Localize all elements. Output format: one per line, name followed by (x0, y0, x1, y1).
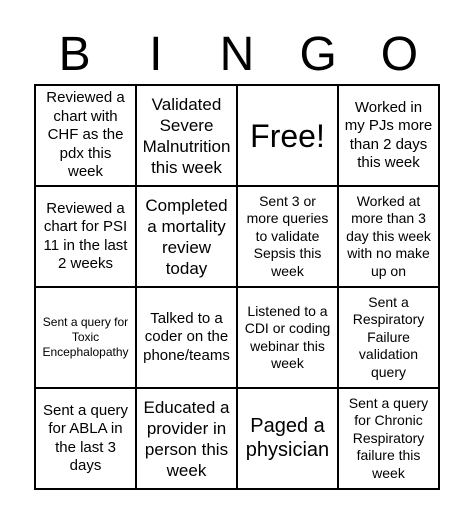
bingo-cell-text: Reviewed a chart with CHF as the pdx this week (46, 89, 125, 181)
bingo-cell-text: Validated Severe Malnutrition this week (142, 94, 231, 177)
bingo-cell-text: Sent a Respiratory Failure validation query (352, 293, 425, 380)
bingo-cell-text: Sent a query for ABLA in the last 3 days (42, 401, 129, 474)
bingo-cell[interactable] (35, 388, 136, 489)
bingo-cell-text: Completed a mortality review today (145, 195, 228, 278)
bingo-cell[interactable] (237, 186, 338, 287)
bingo-cell-text: Paged a physician (245, 415, 330, 461)
bingo-cell-text: Worked at more than 3 day this week with no make up on (346, 192, 431, 279)
bingo-cell[interactable] (136, 388, 237, 489)
bingo-free-cell[interactable] (237, 85, 338, 186)
header-letter-n: N (219, 28, 255, 81)
bingo-cell-text: Free! (250, 117, 325, 154)
header-letter-o: O (380, 28, 419, 81)
bingo-cell-text: Sent 3 or more queries to validate Sepsis this week (246, 192, 329, 279)
bingo-cell-text: Talked to a coder on the phone/teams (143, 309, 230, 364)
header-letter-i: I (149, 28, 163, 81)
bingo-cell[interactable] (237, 287, 338, 388)
bingo-cell[interactable] (35, 186, 136, 287)
bingo-cell-text: Sent a query for Chronic Respiratory failure this week (348, 394, 429, 481)
bingo-cell[interactable] (136, 287, 237, 388)
bingo-cell[interactable] (338, 388, 439, 489)
bingo-cell[interactable] (35, 85, 136, 186)
bingo-cell[interactable] (338, 186, 439, 287)
bingo-card-grid (34, 84, 440, 490)
bingo-header (34, 26, 440, 84)
bingo-cell-text: Sent a query for Toxic Encephalopathy (42, 315, 129, 359)
bingo-cell-text: Reviewed a chart for PSI 11 in the last 2 weeks (43, 199, 128, 272)
bingo-cell[interactable] (136, 85, 237, 186)
bingo-cell-text: Worked in my PJs more than 2 days this week (344, 98, 433, 171)
bingo-cell[interactable] (136, 186, 237, 287)
header-letter-b: B (58, 28, 91, 81)
bingo-cell[interactable] (35, 287, 136, 388)
bingo-cell-text: Educated a provider in person this week (143, 397, 230, 480)
header-letter-g: G (299, 28, 337, 81)
bingo-cell[interactable] (237, 388, 338, 489)
bingo-cell-text: Listened to a CDI or coding webinar this week (244, 302, 331, 371)
bingo-cell[interactable] (338, 85, 439, 186)
bingo-cell[interactable] (338, 287, 439, 388)
